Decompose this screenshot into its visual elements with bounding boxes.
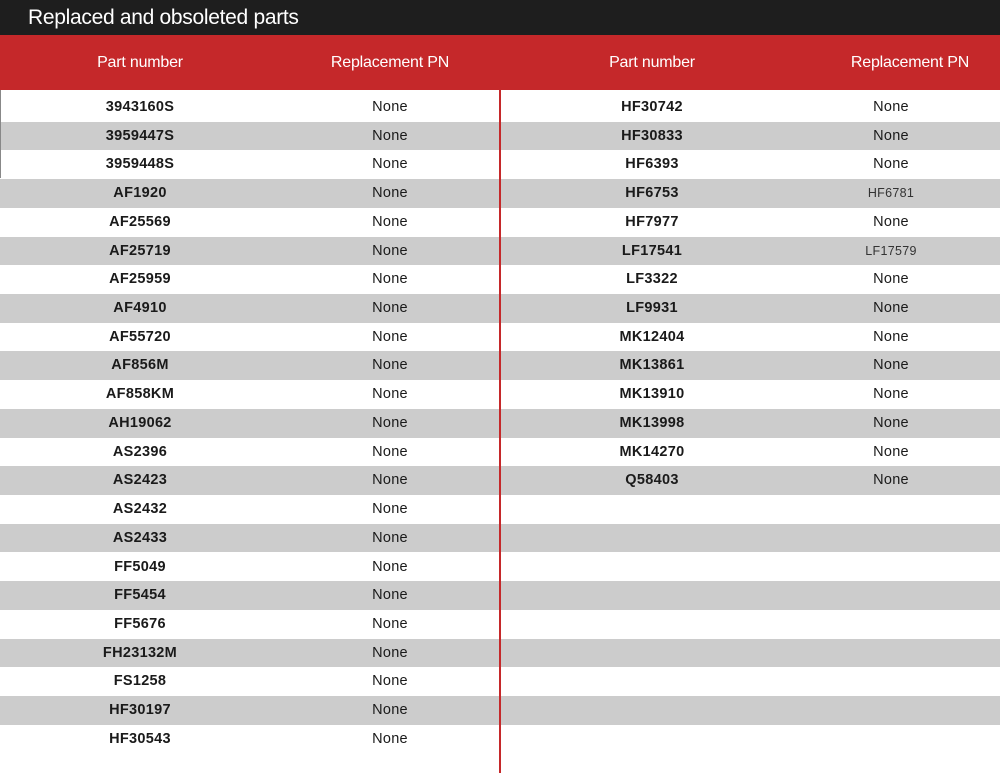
replacement-cell: None — [372, 644, 408, 661]
table-row — [500, 208, 1000, 237]
replacement-cell: None — [873, 99, 909, 115]
part-number-cell: HF6753 — [625, 185, 679, 202]
table-header — [0, 35, 1000, 90]
part-number-cell: HF7977 — [625, 213, 679, 230]
replacement-cell: None — [372, 501, 408, 518]
table-row — [0, 696, 500, 725]
table-row — [500, 122, 1000, 151]
part-number-cell: 3943160S — [105, 99, 175, 115]
part-number-cell: 3959448S — [105, 156, 175, 173]
table-row — [500, 265, 1000, 294]
table-row — [0, 237, 500, 266]
part-number-cell: LF17541 — [621, 242, 683, 259]
replacement-cell: None — [873, 357, 909, 374]
replacement-cell: None — [873, 472, 909, 489]
replacement-cell: None — [372, 99, 408, 115]
table-row — [500, 409, 1000, 438]
replacement-cell: None — [873, 156, 909, 173]
replacement-cell: None — [873, 271, 909, 288]
replacement-cell: None — [372, 529, 408, 546]
replacement-cell: None — [372, 185, 408, 202]
table-row — [0, 150, 500, 179]
table-row — [500, 179, 1000, 208]
replacement-cell: None — [873, 414, 909, 431]
table-row — [0, 208, 500, 237]
table-row — [0, 524, 500, 553]
table-row — [0, 323, 500, 352]
table-row — [500, 466, 1000, 495]
part-number-cell: MK13861 — [619, 357, 685, 374]
part-number-cell: MK14270 — [619, 443, 685, 460]
part-number-cell: FF5676 — [114, 615, 166, 632]
replacement-cell: HF6781 — [867, 186, 915, 201]
part-number-cell: HF6393 — [625, 156, 679, 173]
part-number-cell: AF856M — [111, 357, 169, 374]
part-number-cell: FF5454 — [114, 587, 166, 604]
replacement-cell: None — [372, 156, 408, 173]
left-replacement-header: Replacement PN — [330, 54, 450, 71]
part-number-cell: AH19062 — [108, 414, 172, 431]
table-row — [0, 351, 500, 380]
part-number-cell: FH23132M — [102, 644, 178, 661]
part-number-cell: AF25959 — [109, 271, 171, 288]
part-number-cell: AF1920 — [113, 185, 167, 202]
replacement-cell: None — [873, 300, 909, 317]
part-number-cell: Q58403 — [625, 472, 679, 489]
replacement-cell: None — [372, 702, 408, 719]
part-number-cell: AS2433 — [112, 529, 168, 546]
right-replacement-header: Replacement PN — [850, 54, 970, 71]
part-number-cell: MK13910 — [619, 386, 685, 403]
part-number-cell: MK12404 — [619, 328, 685, 345]
part-number-cell: HF30197 — [109, 702, 171, 719]
replacement-cell: None — [372, 414, 408, 431]
table-row — [0, 581, 500, 610]
part-number-cell: AF55720 — [109, 328, 171, 345]
table-row — [500, 380, 1000, 409]
replacement-cell: None — [873, 328, 909, 345]
part-number-cell: FF5049 — [114, 558, 166, 575]
replacement-cell: None — [372, 300, 408, 317]
table-row — [500, 150, 1000, 179]
table-row — [500, 351, 1000, 380]
table-row — [0, 466, 500, 495]
table-row — [0, 610, 500, 639]
replacement-cell: None — [873, 443, 909, 460]
replacement-cell: None — [372, 615, 408, 632]
part-number-cell: AF858KM — [105, 386, 175, 403]
table-row — [500, 237, 1000, 266]
table-row — [0, 553, 500, 582]
replacement-cell: None — [372, 242, 408, 259]
part-number-cell: MK13998 — [619, 414, 685, 431]
replacement-cell: None — [372, 443, 408, 460]
replacement-cell: None — [873, 127, 909, 144]
table-row — [0, 294, 500, 323]
part-number-cell: AS2396 — [112, 443, 168, 460]
table-row — [0, 725, 500, 754]
table-row — [0, 179, 500, 208]
replacement-cell: None — [372, 587, 408, 604]
part-number-cell: AF25569 — [109, 213, 171, 230]
replacement-cell: None — [372, 328, 408, 345]
table-row — [0, 265, 500, 294]
part-number-cell: LF3322 — [626, 271, 678, 288]
table-row — [0, 409, 500, 438]
part-number-cell: HF30833 — [621, 127, 683, 144]
part-number-cell: AS2423 — [112, 472, 168, 489]
replacement-cell: None — [372, 271, 408, 288]
table-row — [0, 122, 500, 151]
right-part-number-header: Part number — [609, 54, 695, 71]
table-row — [500, 93, 1000, 122]
table-row — [500, 323, 1000, 352]
part-number-cell: AF25719 — [109, 242, 171, 259]
part-number-cell: AF4910 — [113, 300, 167, 317]
replacement-cell: None — [873, 386, 909, 403]
table-row — [0, 667, 500, 696]
replacement-cell: None — [873, 213, 909, 230]
replacement-cell: None — [372, 213, 408, 230]
table-row — [0, 93, 500, 122]
left-part-number-header: Part number — [97, 54, 183, 71]
table-row — [500, 438, 1000, 467]
table-row — [0, 438, 500, 467]
part-number-cell: AS2432 — [112, 501, 168, 518]
part-number-cell: LF9931 — [626, 300, 678, 317]
page-title: Replaced and obsoleted parts — [0, 0, 1000, 35]
replacement-cell: None — [372, 386, 408, 403]
replacement-cell: None — [372, 673, 408, 690]
part-number-cell: HF30543 — [109, 730, 171, 747]
replacement-cell: None — [372, 127, 408, 144]
table-row — [500, 294, 1000, 323]
replacement-cell: None — [372, 357, 408, 374]
replacement-cell: None — [372, 730, 408, 747]
replacement-cell: None — [372, 472, 408, 489]
replacement-cell: None — [372, 558, 408, 575]
table-row — [0, 495, 500, 524]
table-row — [0, 639, 500, 668]
part-number-cell: FS1258 — [113, 673, 167, 690]
table-row — [0, 380, 500, 409]
part-number-cell: HF30742 — [621, 99, 683, 115]
replacement-cell: LF17579 — [865, 243, 917, 258]
part-number-cell: 3959447S — [105, 127, 175, 144]
